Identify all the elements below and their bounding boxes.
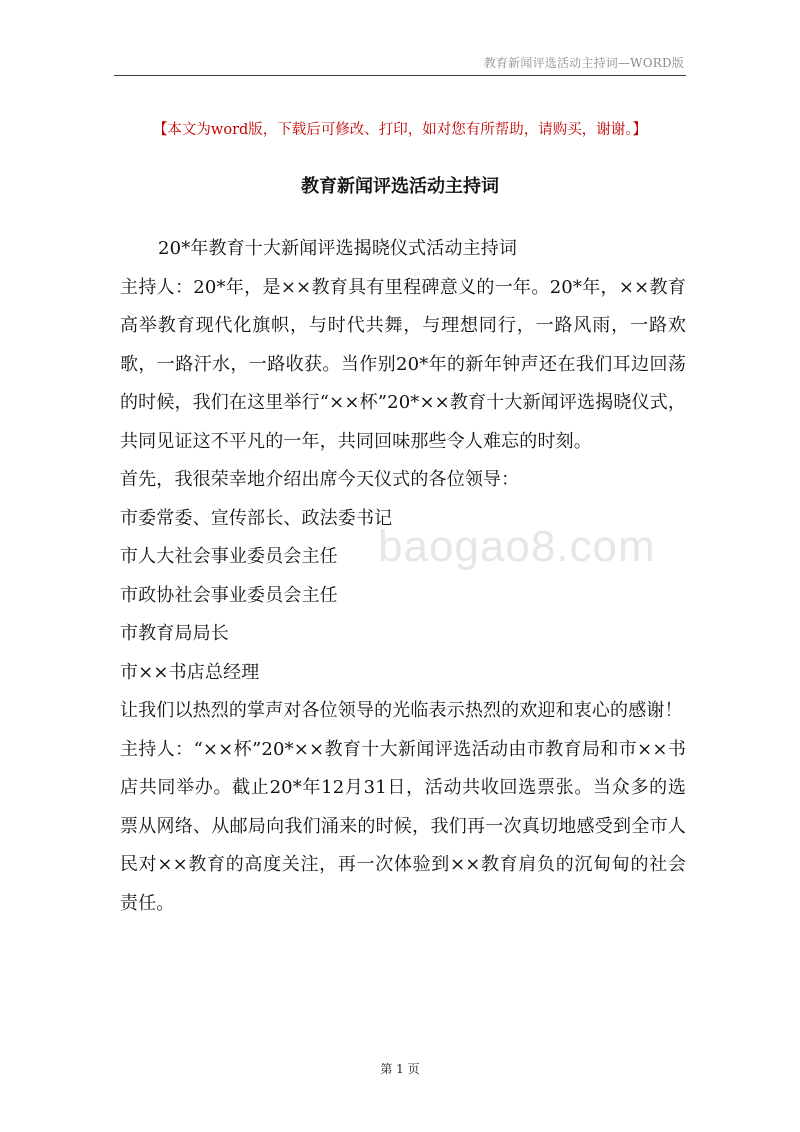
paragraph-host-intro: 主持人：20*年，是××教育具有里程碑意义的一年。20*年，××教育高举教育现代化旗帜，与时代共舞，与理想同行，一路风雨，一路欢歌，一路汗水，一路收获。当作别20*年的新年钟声还在我们耳边回荡的时候，我们在这里举行“××杯”20*××教育十大新闻评选揭晓仪式，共同见证这不平凡的一年，共同回味那些令人难忘的时刻。 [120, 276, 686, 452]
page-number: 第 1 页 [380, 1062, 420, 1076]
paragraph-subtitle: 20*年教育十大新闻评选揭晓仪式活动主持词 [158, 238, 518, 259]
document-title: 教育新闻评选活动主持词 [301, 176, 499, 197]
header-divider [114, 75, 686, 76]
running-header: 教育新闻评选活动主持词—WORD版 [483, 56, 684, 70]
leader-line: 市政协社会事业委员会主任 [120, 584, 338, 606]
leader-line: 市委常委、宣传部长、政法委书记 [120, 507, 393, 529]
leader-line: 市教育局局长 [120, 623, 229, 644]
leader-line: 市人大社会事业委员会主任 [120, 546, 338, 567]
paragraph-host-activity: 主持人：“××杯”20*××教育十大新闻评选活动由市教育局和市××书店共同举办。截止20*年12月31日，活动共收回选票张。当众多的选票从网络、从邮局向我们涌来的时候，我们再一次真切地感受到全市人民对××教育的高度关注，再一次体验到××教育肩负的沉甸甸的社会责任。 [120, 738, 686, 914]
leader-line: 市××书店总经理 [120, 661, 260, 683]
paragraph-applause: 让我们以热烈的掌声对各位领导的光临表示热烈的欢迎和衷心的感谢！ [120, 700, 683, 721]
document-body [120, 230, 686, 923]
watermark: baogao8.com [378, 522, 656, 571]
paragraph-leaders-intro: 首先，我很荣幸地介绍出席今天仪式的各位领导： [120, 469, 520, 490]
download-notice: 【本文为word版，下载后可修改、打印，如对您有所帮助，请购买，谢谢。】 [152, 122, 648, 138]
